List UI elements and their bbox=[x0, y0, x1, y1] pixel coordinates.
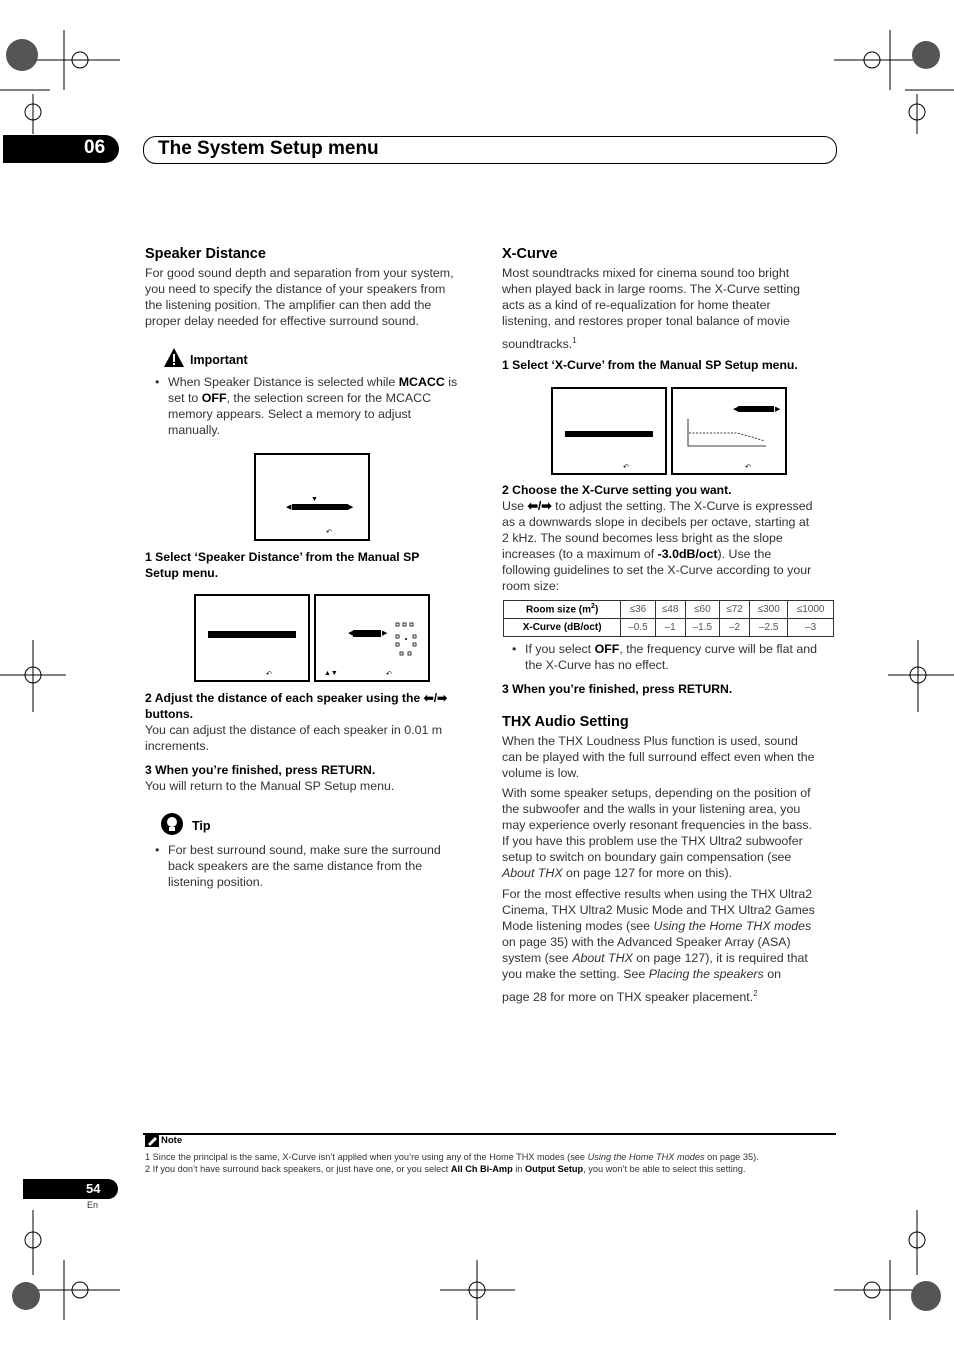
xc-step-1: 1 Select ‘X-Curve’ from the Manual SP Setup menu. bbox=[502, 358, 798, 372]
table-cell: ≤60 bbox=[685, 601, 719, 619]
x-curve-label: X-Curve (dB/oct) bbox=[504, 619, 621, 637]
right-arrow-icon: ▶ bbox=[382, 630, 388, 637]
right-arrow-icon: ▶ bbox=[775, 406, 781, 413]
table-cell: –2.5 bbox=[750, 619, 788, 637]
language-label: En bbox=[87, 1200, 99, 1210]
table-row bbox=[504, 619, 834, 637]
down-arrow-icon: ▼ bbox=[311, 496, 318, 503]
tip-label: Tip bbox=[192, 819, 211, 833]
table-cell: –1 bbox=[655, 619, 685, 637]
table-cell: ≤72 bbox=[719, 601, 749, 619]
return-icon: ↶ bbox=[386, 671, 392, 678]
left-arrow-icon: ◀ bbox=[733, 406, 739, 413]
room-size-label: Room size $(m^2)$ bbox=[504, 601, 621, 619]
xc-setting-screen bbox=[671, 387, 787, 475]
thx-paragraph-2: With some speaker setups, depending on the position of the subwoofer and the walls in your listening area, you may experience overly resonant frequencies in the bass. If you have this problem use the THX Ultra2 subwoofer setup to switch on boundary gain compensation (see About THX on page 127 for more on this). bbox=[502, 786, 812, 880]
manual-sp-setup-screen bbox=[194, 594, 310, 682]
page-badge bbox=[23, 1179, 118, 1199]
xc-menu-screen bbox=[551, 387, 667, 475]
x-curve-table bbox=[503, 600, 834, 637]
footnote-2: 2 If you don’t have surround back speakers, or just have one, or you select All Ch Bi-Amp in Output Setup, you won’t be able to select this setting. bbox=[145, 1164, 746, 1174]
return-icon: ↶ bbox=[326, 529, 332, 536]
speaker-distance-screen bbox=[314, 594, 430, 682]
page-number: 54 bbox=[86, 1181, 101, 1196]
table-cell: –3 bbox=[788, 619, 834, 637]
sd-step-2: 2 Adjust the distance of each speaker using the ⬅/➡ buttons. bbox=[145, 691, 448, 721]
table-row bbox=[504, 601, 834, 619]
speaker-distance-intro: For good sound depth and separation from your system, you need to specify the distance of your speakers from the listening position. The amplifier can then add the proper delay needed for effective surround sound. bbox=[145, 266, 454, 328]
distance-value-bar bbox=[353, 630, 381, 637]
x-curve-intro: Most soundtracks mixed for cinema sound too bright when played back in large rooms. The X-Curve setting acts as a kind of re-equalization for home theater listening, and restores proper tonal balance of movie soundtracks.$^1$ bbox=[502, 266, 800, 352]
note-label: Note bbox=[161, 1135, 183, 1146]
sd-step-2-text: You can adjust the distance of each speaker in 0.01 m increments. bbox=[145, 723, 443, 753]
mcacc-memory-screen bbox=[254, 453, 370, 541]
right-arrow-icon: ▶ bbox=[348, 504, 354, 511]
selected-menu-bar bbox=[565, 431, 653, 437]
selected-menu-bar bbox=[208, 631, 296, 638]
xc-step-2-text: Use ⬅/➡ to adjust the setting. The X-Curve is expressed as a downwards slope in decibels per octave, starting at 2 kHz. The sound becomes less bright as the slope increases (to a maximum of -3.0dB/oct). Use the following guidelines to set the X-Curve according to your room size: bbox=[502, 499, 813, 593]
left-arrow-icon: ◀ bbox=[348, 630, 354, 637]
important-label: Important bbox=[190, 353, 248, 367]
note-divider bbox=[143, 1133, 836, 1135]
sd-step-3-text: You will return to the Manual SP Setup menu. bbox=[145, 779, 395, 793]
x-curve-heading: X-Curve bbox=[502, 246, 558, 262]
thx-paragraph-1: When the THX Loudness Plus function is used, sound can be played with the full surround effect even when the volume is low. bbox=[502, 734, 815, 780]
thx-heading: THX Audio Setting bbox=[502, 714, 629, 730]
table-cell: ≤48 bbox=[655, 601, 685, 619]
chapter-number: 06 bbox=[84, 137, 106, 158]
important-bullet: • When Speaker Distance is selected while MCACC is set to OFF, the selection screen for the MCACC memory appears. Select a memory to adjust manually. bbox=[155, 375, 458, 437]
xc-off-bullet: • If you select OFF, the frequency curve will be flat and the X-Curve has no effect. bbox=[512, 642, 818, 672]
warning-icon bbox=[163, 347, 185, 369]
selected-memory-bar bbox=[292, 504, 348, 510]
page-title: The System Setup menu bbox=[158, 138, 379, 159]
return-icon: ↶ bbox=[266, 671, 272, 678]
tip-icon bbox=[160, 812, 184, 836]
xc-step-2: 2 Choose the X-Curve setting you want. bbox=[502, 483, 732, 497]
table-cell: –0.5 bbox=[621, 619, 655, 637]
xc-step-3: 3 When you’re finished, press RETURN. bbox=[502, 682, 733, 696]
table-cell: ≤36 bbox=[621, 601, 655, 619]
return-icon: ↶ bbox=[623, 464, 629, 471]
sd-step-1: 1 Select ‘Speaker Distance’ from the Manual SP Setup menu. bbox=[145, 550, 420, 580]
table-cell: ≤300 bbox=[750, 601, 788, 619]
xcurve-graph bbox=[687, 419, 767, 447]
sd-step-3: 3 When you’re finished, press RETURN. bbox=[145, 763, 376, 777]
note-icon bbox=[145, 1135, 159, 1147]
footnote-1: 1 Since the principal is the same, X-Curve isn’t applied when you’re using any of the Home THX modes (see Using the Home THX modes on page 35). bbox=[145, 1152, 759, 1162]
tip-bullet: • For best surround sound, make sure the surround back speakers are the same distance from the listening position. bbox=[155, 843, 441, 889]
speaker-layout-icon bbox=[394, 621, 418, 659]
xcurve-value-bar bbox=[738, 406, 774, 412]
thx-paragraph-3: For the most effective results when using the THX Ultra2 Cinema, THX Ultra2 Music Mode and THX Ultra2 Games Mode listening modes (see Using the Home THX modes on page 35) with the Advanced Speaker Array (ASA) system (see About THX on page 127), it is required that you make the setting. See Placing the speakers on page 28 for more on THX speaker placement.$^2$ bbox=[502, 887, 815, 1005]
speaker-distance-heading: Speaker Distance bbox=[145, 246, 266, 262]
return-icon: ↶ bbox=[745, 464, 751, 471]
up-down-icon: ▲▼ bbox=[324, 670, 338, 677]
table-cell: –1.5 bbox=[685, 619, 719, 637]
left-arrow-icon: ◀ bbox=[286, 504, 292, 511]
table-cell: –2 bbox=[719, 619, 749, 637]
table-cell: ≤1000 bbox=[788, 601, 834, 619]
